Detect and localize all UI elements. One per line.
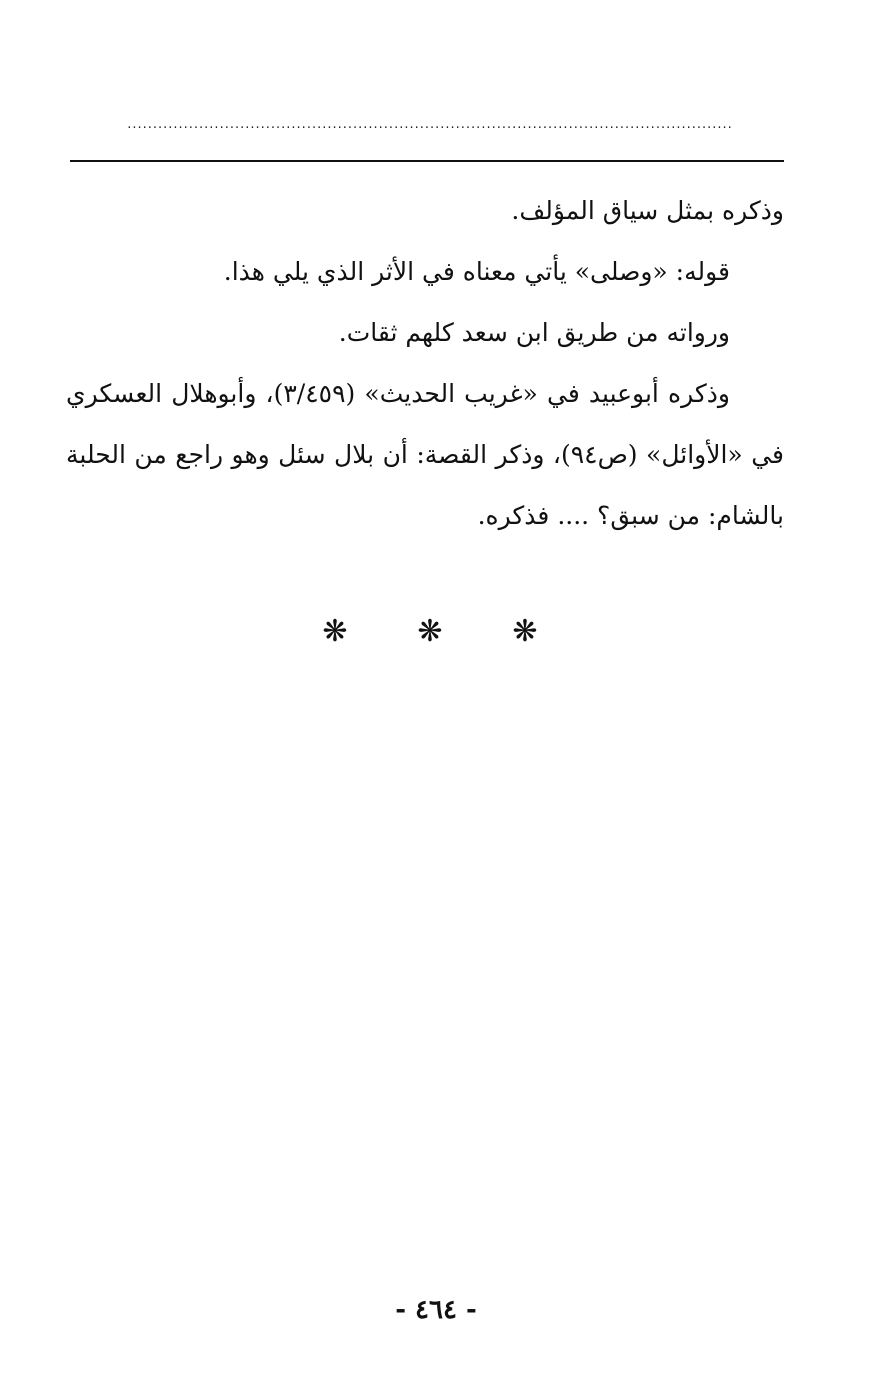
- star-ornament-icon: ❋: [322, 614, 348, 649]
- paragraph-4: وذكره أبوعبيد في «غريب الحديث» (٣/٤٥٩)، وأبوهلال العسكري في «الأوائل» (ص٩٤)، وذكر القصة: أن بلال سئل وهو راجع من الحلبة بالشام: من سبق؟ .... فذكره.: [66, 379, 784, 530]
- header-separator-line: [70, 160, 784, 162]
- paragraph-2: قوله: «وصلى» يأتي معناه في الأثر الذي يلي هذا.: [223, 257, 730, 286]
- paragraph-3: ورواته من طريق ابن سعد كلهم ثقات.: [338, 318, 730, 347]
- page-number: - ٤٦٤ -: [395, 1295, 477, 1325]
- dotted-rule: ......................................................................................................................: [127, 118, 733, 132]
- section-divider-stars: [310, 612, 550, 652]
- star-ornament-icon: ❋: [417, 614, 443, 649]
- main-text: [66, 180, 784, 546]
- star-ornament-icon: ❋: [512, 614, 538, 649]
- paragraph-1: وذكره بمثل سياق المؤلف.: [511, 196, 784, 225]
